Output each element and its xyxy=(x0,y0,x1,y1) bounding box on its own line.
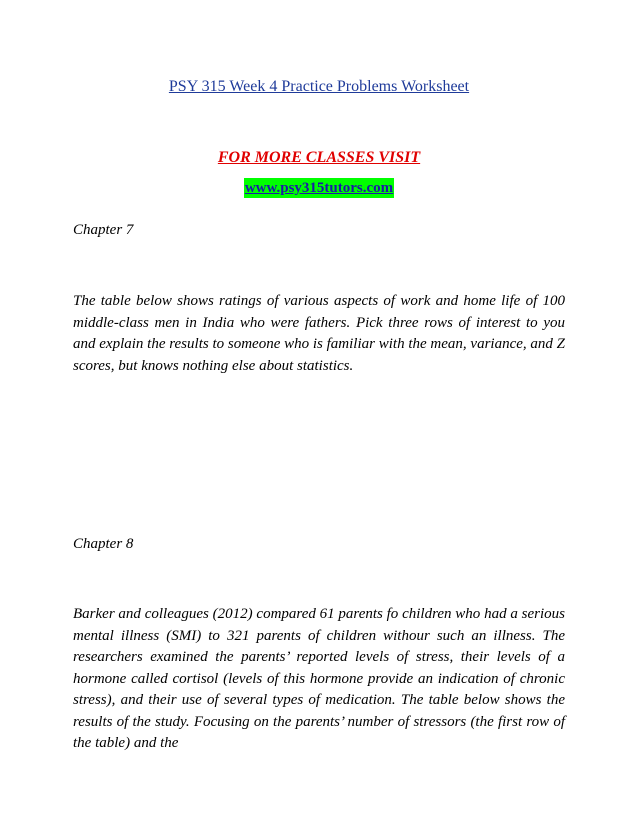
chapter-7-heading: Chapter 7 xyxy=(73,222,134,238)
promo-heading: FOR MORE CLASSES VISIT xyxy=(217,149,421,166)
website-line xyxy=(0,178,638,198)
website-link[interactable]: www.psy315tutors.com xyxy=(244,180,394,196)
page-title: PSY 315 Week 4 Practice Problems Worksheet xyxy=(168,78,470,95)
chapter-7-paragraph: The table below shows ratings of various aspects of work and home life of 100 middle-class men in India who were fathers. Pick three rows of interest to you and explain the results to someone who is familiar with the mean, variance, and Z scores, but knows nothing else about statistics. xyxy=(73,293,565,374)
chapter-8-heading: Chapter 8 xyxy=(73,536,134,552)
chapter-8-paragraph: Barker and colleagues (2012) compared 61 parents fo children who had a serious mental illness (SMI) to 321 parents of children withour such an illness. The researchers examined the parents’ reported levels of stress, their levels of a hormone called cortisol (levels of this hormone provide an indication of chronic stress), and their use of several types of medication. The table below shows the results of the study. Focusing on the parents’ number of stressors (the first row of the table) and the xyxy=(73,606,565,751)
